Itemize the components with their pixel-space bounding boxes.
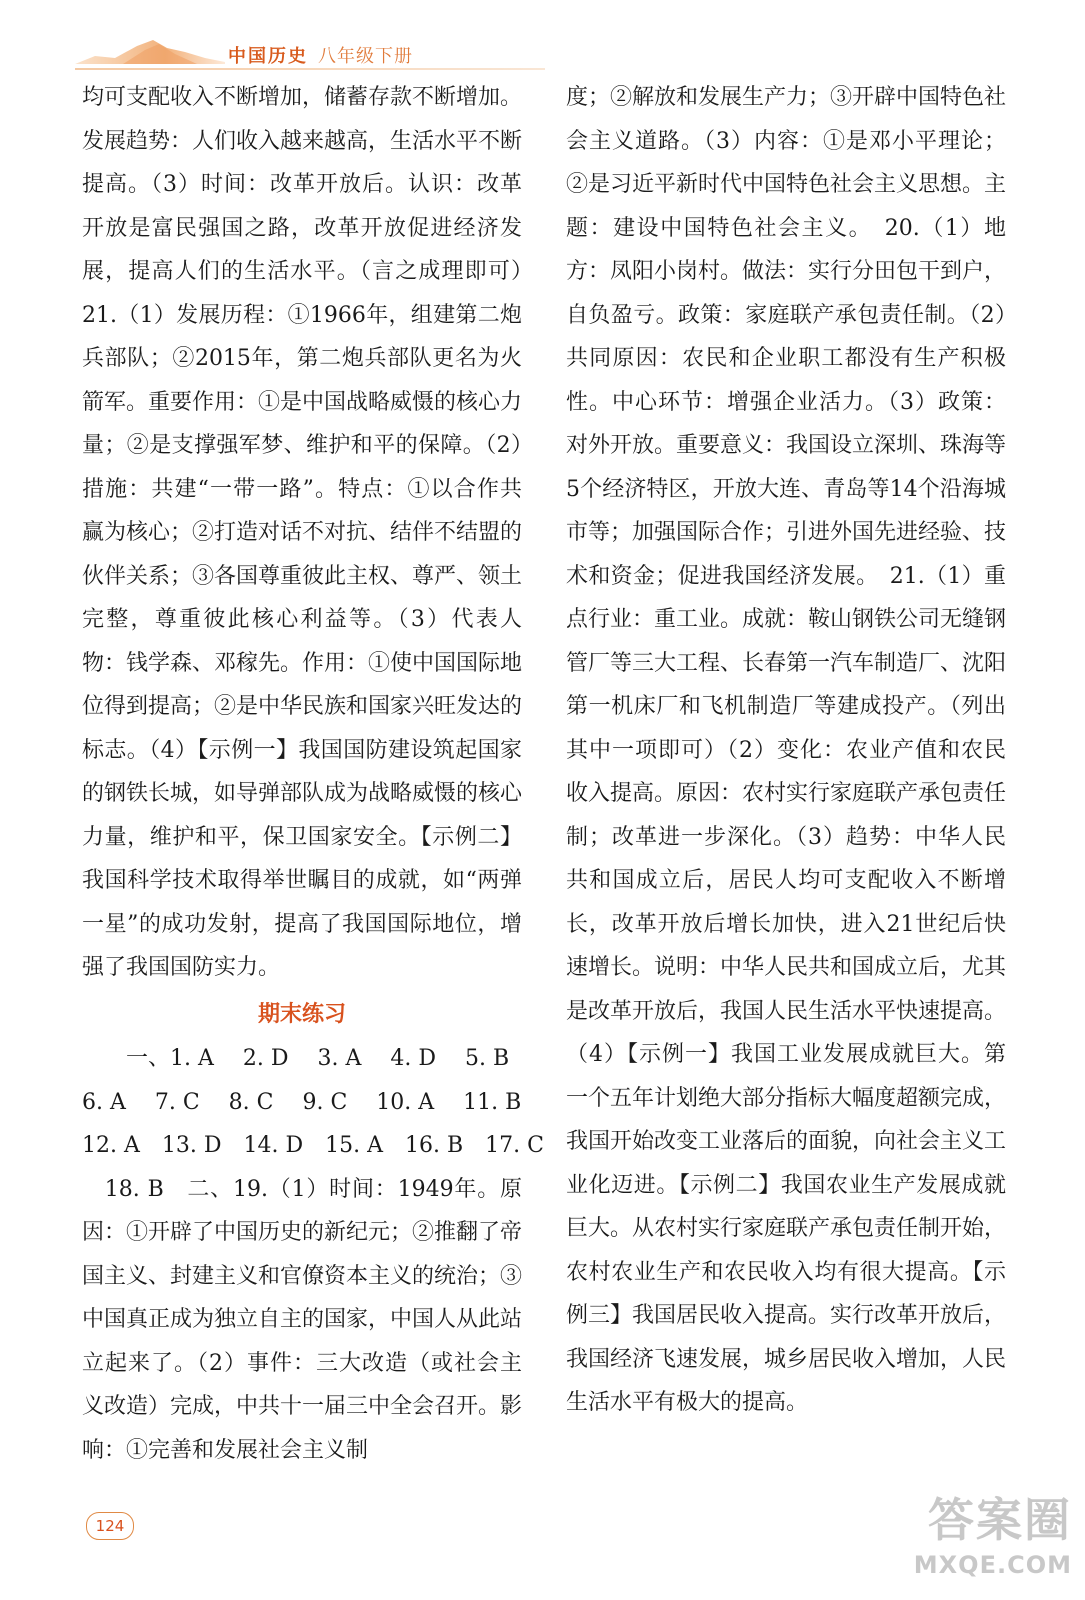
right-column [566, 76, 1006, 1425]
answer-line: 6. A 7. C 8. C 9. C 10. A 11. B [82, 1089, 522, 1115]
page-header [0, 0, 1085, 80]
answer-paragraph: 度；②解放和发展生产力；③开辟中国特色社会主义道路。（3）内容：①是邓小平理论；②是习近平新时代中国特色社会主义思想。主题：建设中国特色社会主义。 20.（1）地方：凤阳小岗村。做法：实行分田包干到户，自负盈亏。政策：家庭联产承包责任制。（2）共同原因：农民和企业职工都没有生产积极性。中心环节：增强企业活力。（3）政策：对外开放。重要意义：我国设立深圳、珠海等5个经济特区，开放大连、青岛等14个沿海城市等；加强国际合作；引进外国先进经验、技术和资金；促进我国经济发展。 21.（1）重点行业：重工业。成就：鞍山钢铁公司无缝钢管厂等三大工程、长春第一汽车制造厂、沈阳第一机床厂和飞机制造厂等建成投产。（列出其中一项即可）（2）变化：农业产值和农民收入提高。原因：农村实行家庭联产承包责任制；改革进一步深化。（3）趋势：中华人民共和国成立后，居民人均可支配收入不断增长，改革开放后增长加快，进入21世纪后快速增长。说明：中华人民共和国成立后，尤其是改革开放后，我国人民生活水平快速提高。（4）【示例一】我国工业发展成就巨大。第一个五年计划绝大部分指标大幅度超额完成，我国开始改变工业落后的面貌，向社会主义工业化迈进。【示例二】我国农业生产发展成就巨大。从农村实行家庭联产承包责任制开始，农村农业生产和农民收入均有很大提高。【示例三】我国居民收入提高。实行改革开放后，我国经济飞速发展，城乡居民收入增加，人民生活水平有极大的提高。 [566, 85, 1007, 1415]
page-number: 124 [86, 1512, 134, 1540]
answer-paragraph: 均可支配收入不断增加，储蓄存款不断增加。发展趋势：人们收入越来越高，生活水平不断提高。（3）时间：改革开放后。认识：改革开放是富民强国之路，改革开放促进经济发展，提高人们的生活水平。（言之成理即可） 21.（1）发展历程：①1966年，组建第二炮兵部队；②2015年，第二炮兵部队更名为火箭军。重要作用：①是中国战略威慑的核心力量；②是支撑强军梦、维护和平的保障。（2）措施：共建“一带一路”。特点：①以合作共赢为核心；②打造对话不对抗、结伴不结盟的伙伴关系；③各国尊重彼此主权、尊严、领土完整，尊重彼此核心利益等。（3）代表人物：钱学森、邓稼先。作用：①使中国国际地位得到提高；②是中华民族和国家兴旺发达的标志。（4）【示例一】我国国防建设筑起国家的钢铁长城，如导弹部队成为战略威慑的核心力量，维护和平，保卫国家安全。【示例二】我国科学技术取得举世瞩目的成就，如“两弹一星”的成功发射，提高了我国国际地位，增强了我国国防实力。 [82, 85, 545, 980]
answer-line: 12. A 13. D 14. D 15. A 16. B 17. C [82, 1133, 544, 1158]
watermark-logo-text: 答案圈 [928, 1493, 1072, 1547]
header-divider [75, 68, 545, 70]
left-column [82, 76, 545, 1472]
mountain-decoration-icon [75, 34, 225, 64]
answer-line: 一、1. A 2. D 3. A 4. D 5. B [82, 1046, 510, 1071]
section-title: 期末练习 [257, 1000, 346, 1027]
header-subject: 中国历史 [228, 46, 308, 67]
answer-key [82, 1037, 544, 1168]
watermark-logo [882, 1490, 1072, 1594]
watermark-url: MXQE.COM [913, 1551, 1072, 1579]
answer-paragraph: 18. B 二、19.（1）时间：1949年。原因：①开辟了中国历史的新纪元；②推翻了帝国主义、封建主义和官僚资本主义的统治；③中国真正成为独立自主的国家，中国人从此站立起来了。（2）事件：三大改造（或社会主义改造）完成，中共十一届三中全会召开。影响：①完善和发展社会主义制 [82, 1176, 523, 1463]
header-grade: 八年级下册 [318, 46, 413, 67]
